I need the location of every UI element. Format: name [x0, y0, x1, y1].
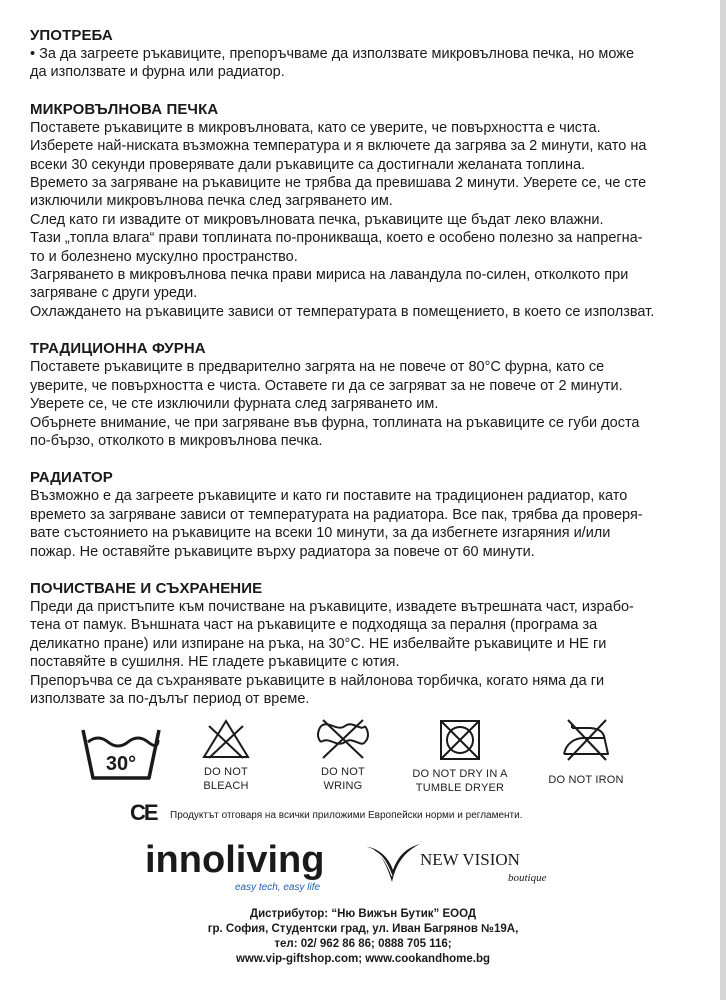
- section-title: ПОЧИСТВАНЕ И СЪХРАНЕНИЕ: [30, 579, 263, 597]
- do-not-iron-icon: [558, 718, 614, 762]
- text-line: използвате за по-дълъг период от време.: [30, 690, 310, 707]
- care-item-tumble-dry: [400, 718, 520, 795]
- address-line: гр. София, Студентски град, ул. Иван Багрянов №19А,: [207, 923, 519, 935]
- section-title: РАДИАТОР: [30, 469, 113, 487]
- page-edge: [720, 0, 726, 1000]
- text-line: Загряването в микровълнова печка прави мириса на лавандула по-силен, отколкото при: [30, 267, 629, 284]
- care-label-line: BLEACH: [203, 780, 249, 792]
- text-line: да използвате и фурна или радиатор.: [30, 64, 285, 81]
- text-line: Обърнете внимание, че при загряване във фурна, топлината на ръкавиците се губи доста: [30, 414, 640, 431]
- text-line: Изберете най-ниската възможна температура и я включете да загрява за 2 минути, като на: [30, 138, 647, 155]
- text-line: Тази „топла влага“ прави топлината по-проникваща, което е особено полезно за напрегна-: [30, 230, 643, 247]
- care-label-line: DO NOT: [321, 766, 365, 778]
- section-usage: [30, 27, 700, 82]
- care-item-wring: [303, 718, 383, 793]
- care-item-bleach: [186, 718, 266, 793]
- text-line: загряване с други уреди.: [30, 285, 198, 302]
- ce-statement: Продуктът отговаря на всички приложими Европейски норми и регламенти.: [170, 810, 523, 821]
- text-line: Поставете ръкавиците в предварително загрята на не повече от 80°C фурна, като се: [30, 359, 605, 376]
- text-line: Охлаждането на ръкавиците зависи от температурата в помещението, в което се използват.: [30, 303, 655, 320]
- new-vision-boutique: boutique: [508, 872, 547, 884]
- section-cleaning: [30, 580, 700, 708]
- section-microwave: [30, 101, 700, 321]
- care-label-line: DO NOT DRY IN A: [412, 768, 508, 780]
- ce-compliance: [130, 800, 690, 830]
- text-line: вате състоянието на ръкавиците на всеки 10 минути, за да избегнете изгаряния и/или: [30, 525, 611, 542]
- section-title: УПОТРЕБА: [30, 27, 113, 44]
- section-title: ТРАДИЦИОННА ФУРНА: [30, 340, 206, 358]
- logo-part: living: [225, 839, 325, 881]
- innoliving-wordmark: [145, 840, 324, 880]
- text-line: Преди да пристъпите към почистване на ръкавиците, извадете вътрешната част, израбо-: [30, 598, 634, 615]
- care-symbols: [0, 712, 726, 812]
- section-radiator: [30, 469, 700, 561]
- text-line: деликатно пране) или изпиране на ръка, на 30°C. НЕ избелвайте ръкавиците и НЕ ги: [30, 635, 607, 652]
- care-label-line: WRING: [323, 780, 363, 792]
- do-not-bleach-icon: [201, 718, 251, 760]
- text-line: След като ги извадите от микровълновата печка, ръкавиците ще бъдат леко влажни.: [30, 211, 604, 228]
- new-vision-emblem-icon: [362, 842, 422, 886]
- text-line: Препоръчва се да съхранявате ръкавиците в найлонова торбичка, когато няма да ги: [30, 672, 605, 689]
- distributor-info: [150, 907, 576, 967]
- section-oven: [30, 340, 700, 450]
- ce-mark-icon: CE: [130, 800, 157, 825]
- logo-part: inno: [145, 839, 226, 881]
- text-line: Времето за загряване на ръкавиците не трябва да превишава 2 минути. Уверете се, че сте: [30, 175, 647, 192]
- text-line: • За да загреете ръкавиците, препоръчваме да използвате микровълнова печка, но може: [30, 46, 635, 62]
- text-line: всеки 30 секунди проверявате дали ръкавиците са достигнали желаната топлина.: [30, 156, 586, 173]
- text-line: поставяйте в сушилня. НЕ гладете ръкавиците с ютия.: [30, 654, 400, 671]
- do-not-wring-icon: [315, 718, 371, 760]
- new-vision-logo: [362, 842, 582, 892]
- phone-line: тел: 02/ 962 86 86; 0888 705 116;: [274, 938, 452, 950]
- new-vision-name: NEW VISION: [420, 850, 520, 869]
- care-label-line: TUMBLE DRYER: [415, 782, 505, 794]
- text-line: изключили микровълнова печка след загряването им.: [30, 193, 393, 210]
- text-line: времето за загряване зависи от температурата на радиатора. Все пак, трябва да проверя-: [30, 506, 643, 523]
- care-label-line: DO NOT: [204, 766, 248, 778]
- text-line: пожар. Не оставяйте ръкавиците върху радиатора за повече от 60 минути.: [30, 543, 535, 560]
- instructions-content: [30, 27, 700, 727]
- wash-temperature: 30°: [105, 753, 137, 775]
- text-line: Възможно е да загреете ръкавиците и като ги поставите на традиционен радиатор, като: [30, 488, 628, 505]
- text-line: уверите, че повърхността е чиста. Оставете ги да се загряват за не повече от 2 минути.: [30, 377, 623, 394]
- text-line: то и болезнено мускулно пространство.: [30, 248, 298, 265]
- text-line: Уверете се, че сте изключили фурната след загряването им.: [30, 396, 439, 413]
- do-not-tumble-dry-icon: [437, 718, 483, 762]
- wash-30-icon: [79, 722, 163, 784]
- care-label-line: DO NOT IRON: [548, 774, 624, 786]
- text-line: по-бързо, отколкото в микровълнова печка.: [30, 432, 323, 449]
- distributor-line: Дистрибутор: “Ню Вижън Бутик” ЕООД: [249, 908, 477, 920]
- text-line: Поставете ръкавиците в микровълновата, като се уверите, че повърхността е чиста.: [30, 119, 601, 136]
- care-item-wash: [76, 722, 166, 789]
- innoliving-tagline: easy tech, easy life: [235, 882, 321, 893]
- websites-line: www.vip-giftshop.com; www.cookandhome.bg: [235, 953, 491, 965]
- innoliving-logo: [145, 839, 325, 893]
- section-title: МИКРОВЪЛНОВА ПЕЧКА: [30, 100, 219, 118]
- text-line: тена от памук. Външната част на ръкавиците е подходяща за пералня (програма за: [30, 617, 598, 634]
- care-item-iron: [536, 718, 636, 787]
